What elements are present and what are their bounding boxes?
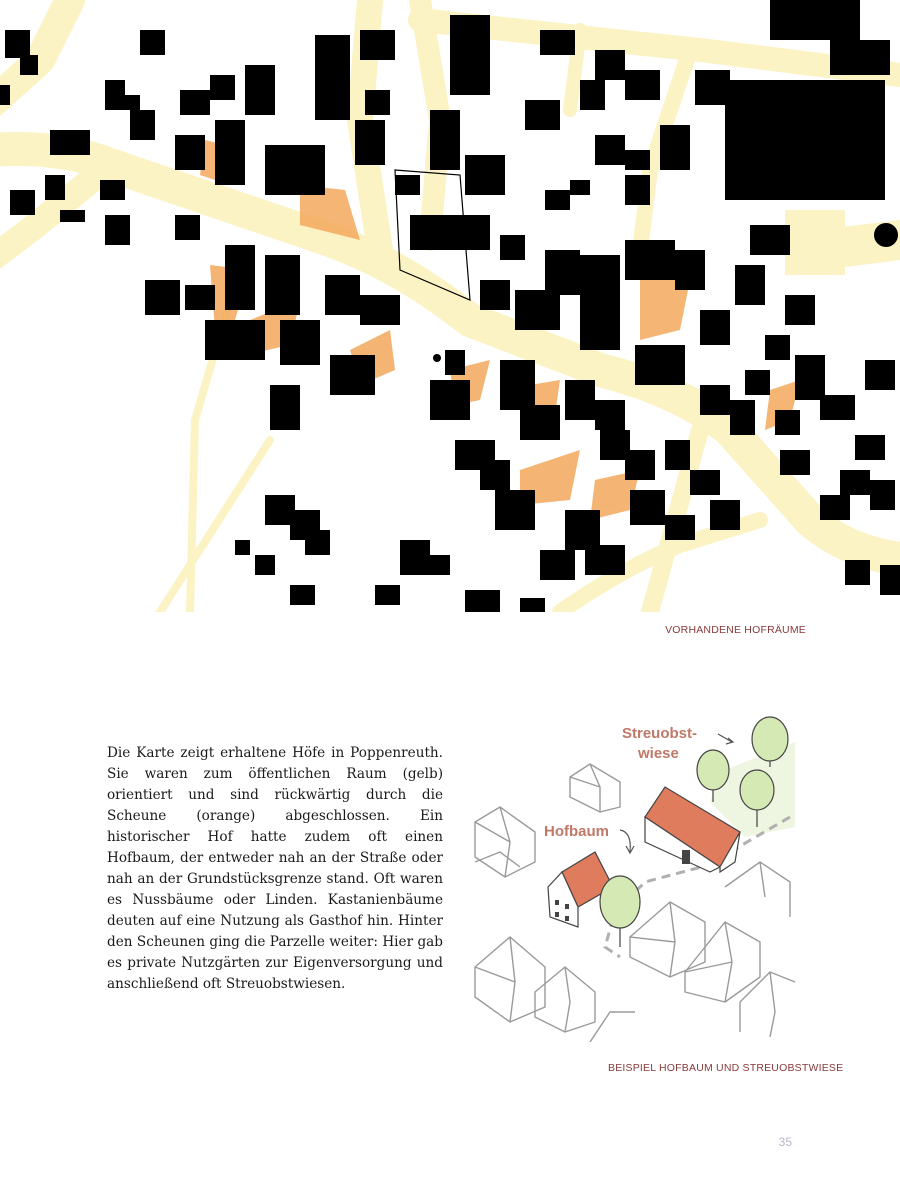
body-paragraph: Die Karte zeigt erhaltene Höfe in Poppenreuth. Sie waren zum öffentlichen Raum (gelb) orientiert und sind rückwärtig durch die Scheune (orange) abgeschlossen. Ein historischer Hof hatte zudem oft einen Hofbaum, der entweder nah an der Straße oder nah an der Grundstücksgrenze stand. Oft waren es Nussbäume oder Linden. Kastanienbäume deuten auf eine Nutzung als Gasthof hin. Hinter den Scheunen ging die Parzelle weiter: Hier gab es private Nutzgärten zur Eigenversorgung und anschließend oft Streuobstwiesen. bbox=[107, 744, 443, 992]
label-streuobstwiese-line2: wiese bbox=[638, 745, 679, 762]
map-caption: VORHANDENE HOFRÄUME bbox=[665, 624, 806, 636]
page-number: 35 bbox=[778, 1135, 792, 1149]
arrow-orchard-icon bbox=[718, 734, 732, 742]
courtyard-tree-illustration bbox=[470, 712, 800, 1042]
label-hofbaum: Hofbaum bbox=[544, 823, 609, 840]
label-streuobstwiese-line1: Streuobst- bbox=[622, 725, 697, 742]
public-square bbox=[785, 210, 845, 275]
illustration-caption: BEISPIEL HOFBAUM UND STREUOBSTWIESE bbox=[608, 1062, 844, 1074]
arrow-tree-icon bbox=[620, 830, 630, 852]
